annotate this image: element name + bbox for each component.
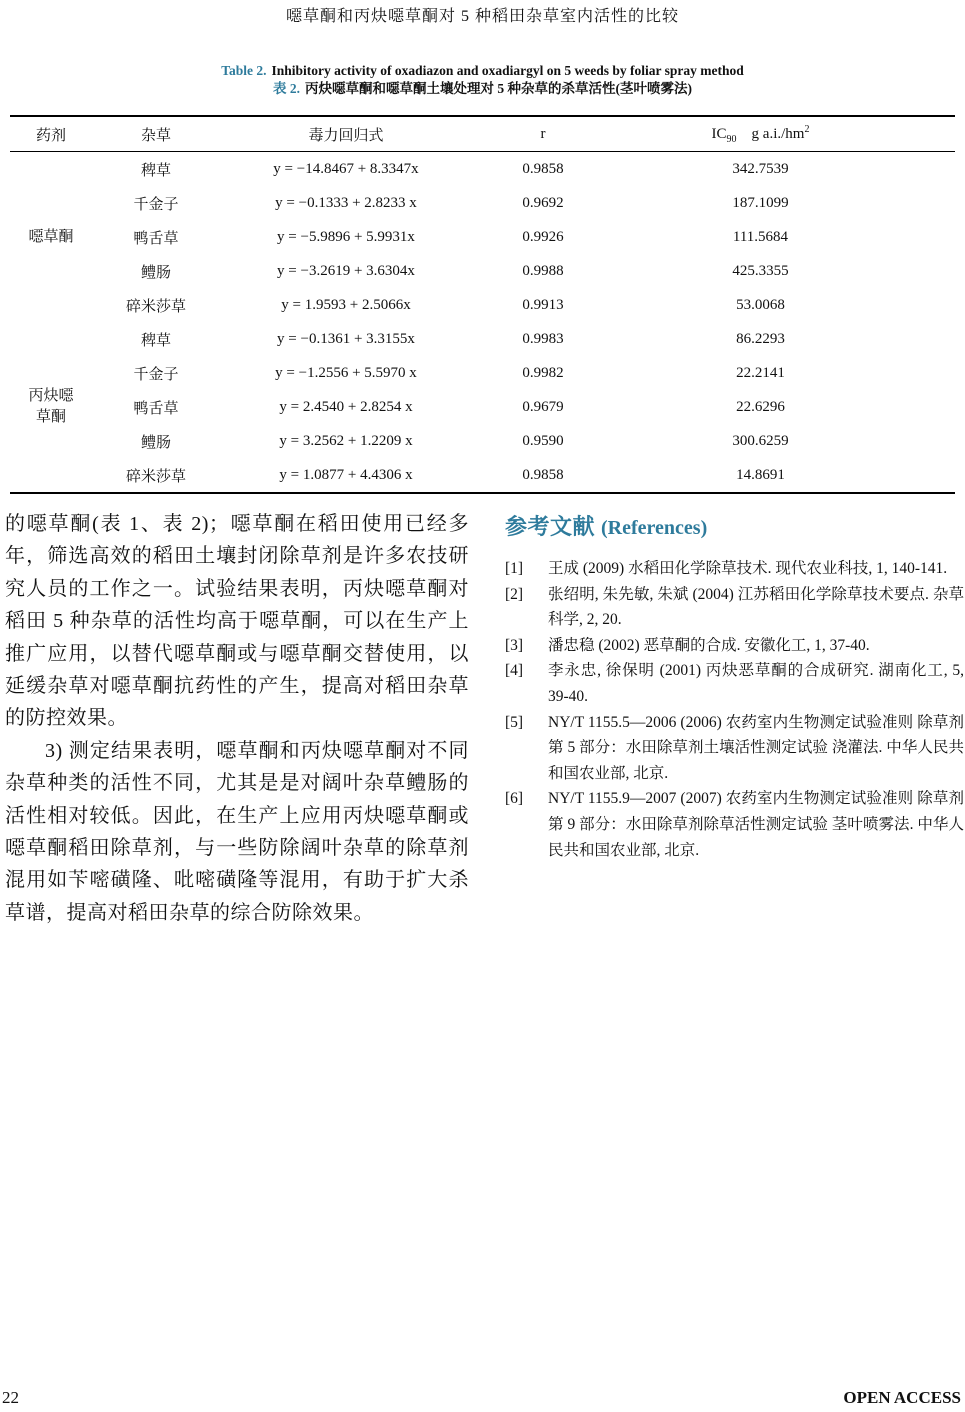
weed-cell: 鳢肠 — [140, 264, 171, 281]
reference-number: [1] — [505, 560, 524, 577]
table-row — [10, 458, 955, 493]
table-caption-en — [0, 62, 965, 80]
table-caption-label-en: Table 2. — [221, 63, 267, 78]
reference-number: [4] — [505, 662, 524, 680]
r-cell: 0.9982 — [522, 364, 564, 381]
references-heading — [505, 510, 964, 541]
drug-name: 丙炔噁草酮 — [28, 388, 74, 425]
table-row — [10, 322, 955, 356]
weed-cell: 稗草 — [140, 162, 171, 179]
reference-number: [6] — [505, 790, 524, 808]
r-cell: 0.9590 — [522, 432, 564, 449]
regression-cell: y = 1.0877 + 4.4306 x — [279, 466, 413, 483]
reference-item — [505, 582, 964, 633]
weed-cell: 千金子 — [133, 196, 179, 213]
drug-name: 噁草酮 — [28, 228, 74, 245]
reference-text: NY/T 1155.5—2006 (2006) 农药室内生物测定试验准则 除草剂第 5 部分：水田除草剂土壤活性测定试验 浇灌法. 中华人民共和国农业部, 北京. — [548, 713, 964, 782]
reference-number: [3] — [505, 636, 524, 654]
open-access-label: OPEN ACCESS — [843, 1388, 961, 1407]
weed-cell: 稗草 — [140, 332, 171, 349]
table-caption-text-en: Inhibitory activity of oxadiazon and oxadiargyl on 5 weeds by foliar spray method — [271, 63, 744, 78]
regression-cell: y = −1.2556 + 5.5970 x — [275, 364, 417, 381]
ic90-symbol: IC — [711, 125, 727, 142]
weed-cell: 鸭舌草 — [133, 400, 179, 417]
r-cell: 0.9988 — [522, 262, 564, 279]
weed-cell: 千金子 — [133, 366, 179, 383]
ic90-subscript: 90 — [726, 133, 737, 145]
reference-item — [505, 633, 964, 659]
reference-text: 张绍明, 朱先敏, 朱斌 (2004) 江苏稻田化学除草技术要点. 杂草科学, 2, 20. — [548, 585, 964, 629]
table-row — [10, 186, 955, 220]
weed-cell: 碎米莎草 — [125, 298, 186, 315]
ic90-cell: 22.6296 — [736, 398, 785, 415]
references-heading-en: (References) — [601, 517, 708, 539]
col-header-regression: 毒力回归式 — [308, 127, 384, 144]
reference-text: 潘忠稳 (2002) 恶草酮的合成. 安徽化工, 1, 37-40. — [548, 636, 870, 654]
ic90-cell: 22.2141 — [736, 364, 785, 381]
paragraph-conclusion: 3) 测定结果表明，噁草酮和丙炔噁草酮对不同杂草种类的活性不同，尤其是是对阔叶杂草鳢肠的活性相对较低。因此，在生产上应用丙炔噁草酮或噁草酮稻田除草剂，与一些防除阔叶杂草的除草剂混用如苄嘧磺隆、吡嘧磺隆等混用，有助于扩大杀草谱，提高对稻田杂草的综合防除效果。 — [5, 739, 469, 924]
ic90-cell: 300.6259 — [732, 432, 789, 449]
ic90-cell: 187.1099 — [732, 194, 789, 211]
regression-cell: y = 1.9593 + 2.5066x — [281, 296, 411, 313]
reference-text: 王成 (2009) 水稻田化学除草技术. 现代农业科技, 1, 140-141. — [548, 560, 948, 577]
regression-cell: y = 3.2562 + 1.2209 x — [279, 432, 413, 449]
r-cell: 0.9679 — [522, 398, 564, 415]
references-column — [505, 508, 964, 929]
col-header-weed: 杂草 — [140, 127, 171, 144]
results-table — [10, 115, 955, 494]
table-row — [10, 254, 955, 288]
regression-cell: y = −0.1333 + 2.8233 x — [275, 194, 417, 211]
table-row — [10, 424, 955, 458]
table-caption-zh — [0, 80, 965, 98]
table-caption-text-zh: 丙炔噁草酮和噁草酮土壤处理对 5 种杂草的杀草活性(茎叶喷雾法) — [305, 81, 692, 96]
r-cell: 0.9858 — [522, 466, 564, 483]
references-heading-zh: 参考文献 — [505, 514, 596, 539]
weed-cell: 鸭舌草 — [133, 230, 179, 247]
table-caption — [0, 62, 965, 98]
ic90-unit: g a.i./hm — [751, 125, 805, 142]
reference-number: [2] — [505, 585, 524, 603]
table-row — [10, 152, 955, 187]
table-caption-label-zh: 表 2. — [273, 81, 300, 96]
reference-item — [505, 658, 964, 709]
ic90-cell: 111.5684 — [732, 228, 789, 245]
col-header-ic90 — [614, 116, 955, 152]
running-head-title: 噁草酮和丙炔噁草酮对 5 种稻田杂草室内活性的比较 — [285, 8, 679, 25]
reference-item — [505, 556, 964, 582]
r-cell: 0.9926 — [522, 228, 564, 245]
ic90-cell: 86.2293 — [736, 330, 785, 347]
table-header-row — [10, 116, 955, 152]
reference-text: NY/T 1155.9—2007 (2007) 农药室内生物测定试验准则 除草剂 第 9 部分：水田除草剂除草活性测定试验 茎叶喷雾法. 中华人民共和国农业部, 北京. — [548, 790, 964, 859]
table-row — [10, 288, 955, 322]
ic90-cell: 425.3355 — [732, 262, 789, 279]
drug-name-cell — [10, 322, 92, 493]
regression-cell: y = −0.1361 + 3.3155x — [277, 330, 415, 347]
body-text-column — [5, 508, 469, 929]
ic90-superscript: 2 — [804, 123, 810, 135]
reference-number: [5] — [505, 713, 524, 731]
col-header-r: r — [540, 125, 546, 142]
col-header-drug: 药剂 — [35, 127, 66, 144]
ic90-cell: 53.0068 — [736, 296, 785, 313]
reference-text: 李永忠, 徐保明 (2001) 丙炔恶草酮的合成研究. 湖南化工, 5, 39-40. — [548, 662, 964, 705]
r-cell: 0.9858 — [522, 160, 564, 177]
page-footer — [0, 1388, 965, 1408]
running-head — [0, 0, 965, 26]
regression-cell: y = −3.2619 + 3.6304x — [277, 262, 415, 279]
r-cell: 0.9692 — [522, 194, 564, 211]
table-row — [10, 390, 955, 424]
ic90-cell: 14.8691 — [736, 466, 785, 483]
regression-cell: y = −5.9896 + 5.9931x — [277, 228, 415, 245]
r-cell: 0.9913 — [522, 296, 564, 313]
regression-cell: y = −14.8467 + 8.3347x — [273, 160, 419, 177]
ic90-cell: 342.7539 — [732, 160, 789, 177]
page-number: 22 — [2, 1388, 19, 1407]
reference-item — [505, 786, 964, 863]
drug-name-cell — [10, 152, 92, 323]
reference-item — [505, 710, 964, 787]
table-row — [10, 220, 955, 254]
weed-cell: 碎米莎草 — [125, 468, 186, 485]
r-cell: 0.9983 — [522, 330, 564, 347]
regression-cell: y = 2.4540 + 2.8254 x — [279, 398, 413, 415]
weed-cell: 鳢肠 — [140, 434, 171, 451]
paragraph-discussion: 的噁草酮(表 1、表 2)；噁草酮在稻田使用已经多年，筛选高效的稻田土壤封闭除草剂是许多农技研究人员的工作之一。试验结果表明，丙炔噁草酮对稻田 5 种杂草的活性均高于噁草酮，可以在生产上推广应用，以替代噁草酮或与噁草酮交替使用，以延缓杂草对噁草酮抗药性的产生，提高对稻田杂草的防控效果。 — [5, 513, 469, 730]
table-row — [10, 356, 955, 390]
two-column-body — [5, 508, 965, 929]
